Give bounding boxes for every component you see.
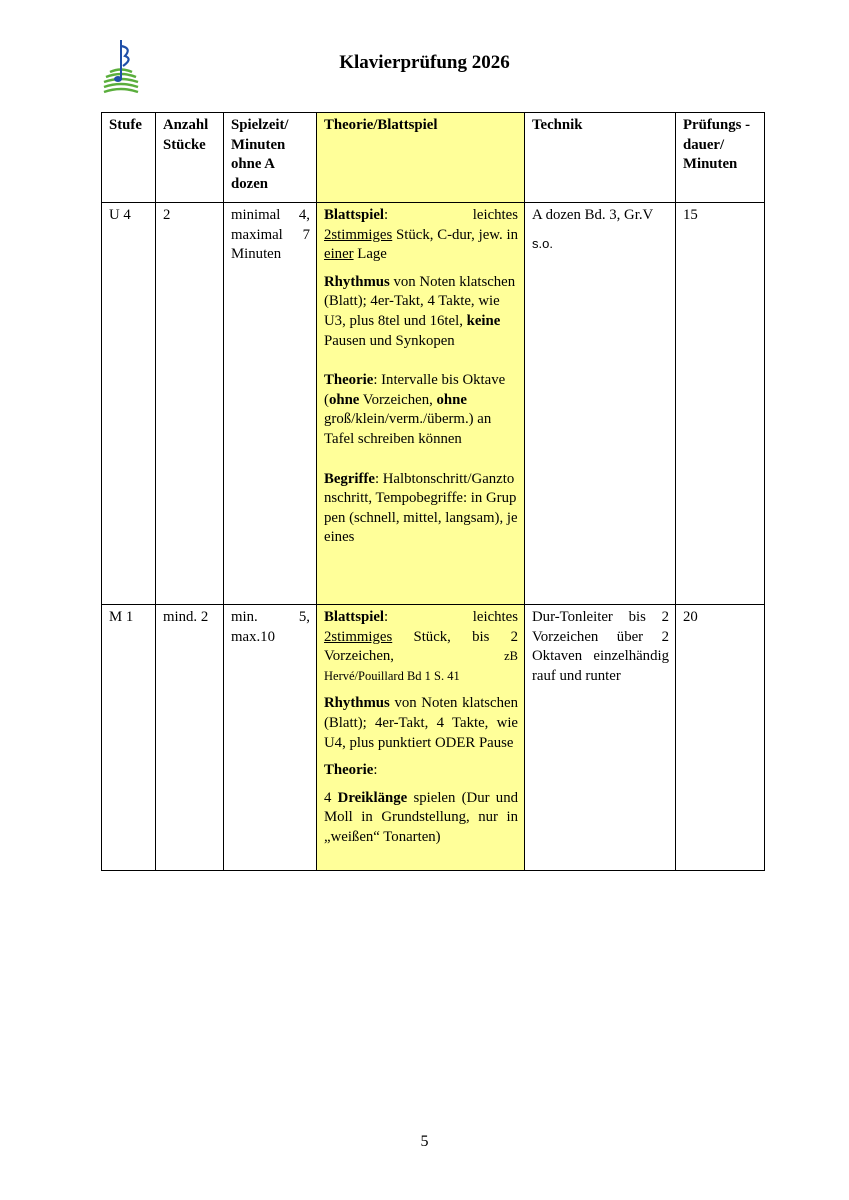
table-row (102, 605, 765, 871)
header-dauer: Prüfungs -dauer/ Minuten (676, 113, 765, 203)
reference-text: Hervé/Pouillard Bd 1 S. 41 (324, 668, 460, 683)
cell-dauer: 15 (676, 203, 765, 605)
dreiklaenge-text: 4 Dreiklänge spielen (Dur und Moll in Grundstellung, nur in „weißen“ Tonarten) (324, 789, 518, 845)
cell-theorie (317, 203, 525, 605)
header-theorie: Theorie/Blattspiel (317, 113, 525, 203)
header-stufe: Stufe (102, 113, 156, 203)
header-technik: Technik (525, 113, 676, 203)
theorie-text: Theorie: (324, 762, 378, 779)
blattspiel-label: Blattspiel (324, 207, 385, 223)
cell-stufe: U 4 (102, 203, 156, 605)
blattspiel-text: Blattspiel: leichtes 2stimmiges Stück, bis 2 Vorzeichen, zB Hervé/Pouillard Bd 1 S. 41 (324, 609, 518, 683)
rhythmus-text: Rhythmus von Noten klatschen (Blatt); 4er-Takt, 4 Takte, wie U4, plus punktiert ODER Pause (324, 695, 518, 751)
cell-theorie (317, 605, 525, 871)
theorie-text: Theorie: Intervalle bis Oktave (ohne Vorzeichen, ohne groß/klein/verm./überm.) an Tafel schreiben können (324, 372, 506, 447)
cell-anzahl: mind. 2 (156, 605, 224, 871)
rhythmus-text: Rhythmus von Noten klatschen (Blatt); 4er-Takt, 4 Takte, wie U3, plus 8tel und 16tel, keine Pausen und Synkopen (324, 273, 516, 349)
blattspiel-text: Blattspiel: leichtes 2stimmiges Stück, C-dur, jew. in einer Lage (324, 207, 518, 263)
begriffe-text: Begriffe: Halbtonschritt/Ganztonschritt, Tempobegriffe: in Gruppen (schnell, mittel, langsam), je eines (324, 470, 518, 546)
exam-requirements-table (101, 112, 765, 871)
technik-text: A dozen Bd. 3, Gr.V (532, 207, 654, 223)
page-title: Klavierprüfung 2026 (339, 52, 510, 73)
cell-technik (525, 203, 676, 605)
page-number: 5 (420, 1133, 429, 1150)
cell-spielzeit: minimal 4, maximal 7 Minuten (224, 203, 317, 605)
header-anzahl: Anzahl Stücke (156, 113, 224, 203)
cell-anzahl: 2 (156, 203, 224, 605)
header-spielzeit: Spielzeit/ Minuten ohne A dozen (224, 113, 317, 203)
table-header-row (102, 113, 765, 203)
cell-spielzeit: min. 5, max.10 (224, 605, 317, 871)
technik-note: s.o. (532, 235, 553, 251)
table-row (102, 203, 765, 605)
cell-dauer: 20 (676, 605, 765, 871)
cell-technik: Dur-Tonleiter bis 2 Vorzeichen über 2 Oktaven einzelhändig rauf und runter (525, 605, 676, 871)
cell-stufe: M 1 (102, 605, 156, 871)
